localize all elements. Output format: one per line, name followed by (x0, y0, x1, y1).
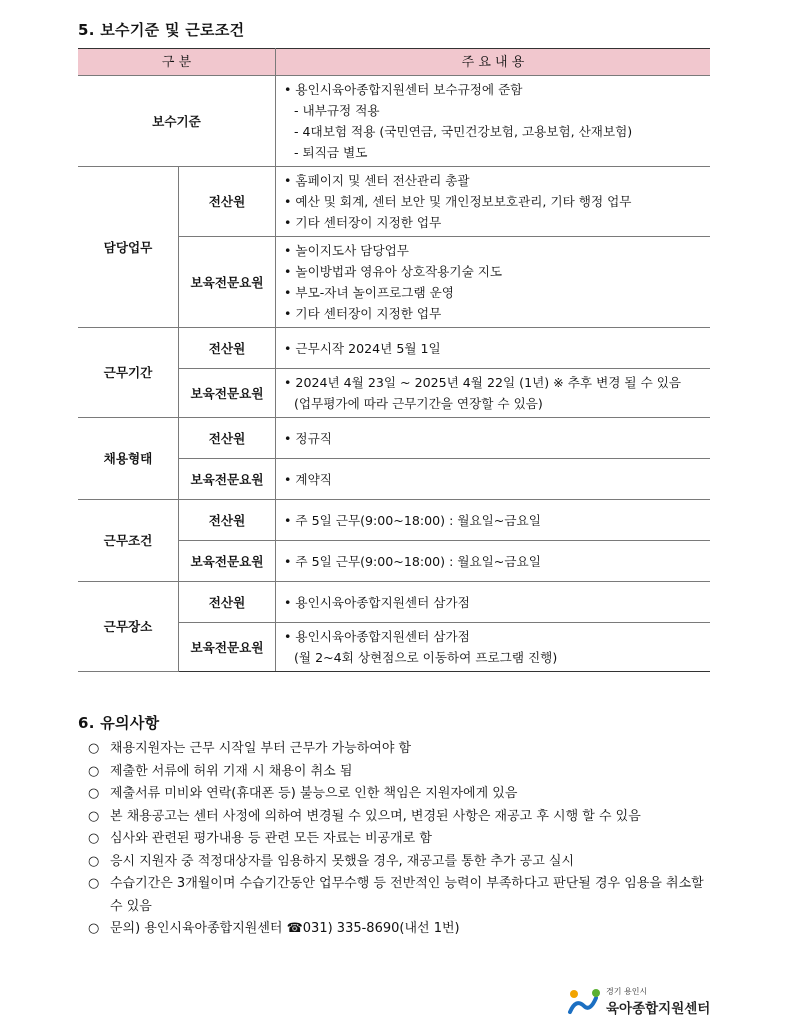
duty-care-content (276, 237, 711, 328)
duty-line: • 예산 및 회계, 센터 보안 및 개인정보보호관리, 기타 행정 업무 (284, 194, 632, 209)
period-care-content (276, 369, 711, 418)
pay-line: - 퇴직금 별도 (294, 145, 368, 160)
pay-line: - 4대보험 적용 (국민연금, 국민건강보험, 고용보험, 산재보험) (294, 124, 633, 139)
condition-line: • 주 5일 근무(9:00~18:00) : 월요일~금요일 (284, 553, 541, 569)
period-it-content (276, 328, 711, 369)
list-item (88, 828, 718, 851)
sub-label-care: 보육전문요원 (179, 623, 276, 672)
sub-label-it: 전산원 (179, 582, 276, 623)
notes-list (88, 738, 718, 941)
note-text: 심사와 관련된 평가내용 등 관련 모든 자료는 비공개로 함 (110, 831, 432, 846)
place-care-content (276, 623, 711, 672)
center-logo (566, 986, 711, 1020)
row-label-pay: 보수기준 (78, 76, 276, 167)
table-row-condition-it (78, 500, 710, 541)
pay-line: • 용인시육아종합지원센터 보수규정에 준함 (284, 82, 523, 97)
circle-marker-icon: ○ (88, 921, 100, 936)
circle-marker-icon: ○ (88, 853, 100, 869)
sub-label-care: 보육전문요원 (179, 369, 276, 418)
type-line: • 정규직 (284, 430, 332, 446)
circle-marker-icon: ○ (88, 741, 100, 756)
table-header-row (78, 49, 710, 76)
sub-label-it: 전산원 (179, 500, 276, 541)
table-row-duty-it (78, 167, 710, 237)
duty-it-content (276, 167, 711, 237)
place-line: • 용인시육아종합지원센터 삼가점 (284, 594, 470, 610)
type-line: • 계약직 (284, 471, 332, 487)
type-it-content (276, 418, 711, 459)
section-5-title: 5. 보수기준 및 근로조건 (78, 21, 245, 39)
note-text: 채용지원자는 근무 시작일 부터 근무가 가능하여야 함 (110, 741, 412, 756)
duty-line: • 놀이방법과 영유아 상호작용기술 지도 (284, 264, 503, 279)
sub-label-care: 보육전문요원 (179, 459, 276, 500)
duty-line: • 부모-자녀 놀이프로그램 운영 (284, 285, 454, 300)
period-line: (업무평가에 따라 근무기간을 연장할 수 있음) (294, 396, 543, 411)
header-content: 주 요 내 용 (276, 49, 711, 76)
list-item (88, 851, 718, 874)
sub-label-it: 전산원 (179, 418, 276, 459)
sub-label-care: 보육전문요원 (179, 237, 276, 328)
row-label-type: 채용형태 (78, 418, 179, 500)
circle-marker-icon: ○ (88, 763, 100, 779)
duty-line: • 기타 센터장이 지정한 업무 (284, 215, 442, 230)
row-label-place: 근무장소 (78, 582, 179, 672)
sub-label-care: 보육전문요원 (179, 541, 276, 582)
pay-conditions-table (78, 48, 710, 672)
logo-title: 육아종합지원센터 (606, 1001, 711, 1017)
period-line: • 2024년 4월 23일 ~ 2025년 4월 22일 (1년) ※ 추후 변경 될 수 있음 (284, 375, 682, 390)
list-item (88, 783, 718, 806)
pay-line: - 내부규정 적용 (294, 103, 380, 118)
condition-care-content (276, 541, 711, 582)
condition-it-content (276, 500, 711, 541)
row-label-duty: 담당업무 (78, 167, 179, 328)
list-item (88, 806, 718, 829)
sub-label-it: 전산원 (179, 328, 276, 369)
row-label-condition: 근무조건 (78, 500, 179, 582)
pay-content (276, 76, 711, 167)
type-care-content (276, 459, 711, 500)
circle-marker-icon: ○ (88, 876, 100, 891)
place-line: (월 2~4회 상현점으로 이동하여 프로그램 진행) (294, 650, 558, 665)
place-line: • 용인시육아종합지원센터 삼가점 (284, 629, 470, 644)
list-item (88, 761, 718, 784)
note-text: 수습기간은 3개월이며 수습기간동안 업무수행 등 전반적인 능력이 부족하다고 판단될 경우 임용을 취소할 수 있음 (110, 876, 704, 914)
table-row-type-it (78, 418, 710, 459)
note-text: 응시 지원자 중 적정대상자를 임용하지 못했을 경우, 재공고를 통한 추가 공고 실시 (110, 853, 575, 869)
list-item (88, 918, 718, 941)
note-text: 제출서류 미비와 연락(휴대폰 등) 불능으로 인한 책임은 지원자에게 있음 (110, 786, 518, 801)
table-row-period-it (78, 328, 710, 369)
table-row-pay (78, 76, 710, 167)
table-row-place-it (78, 582, 710, 623)
section-6-title: 6. 유의사항 (78, 714, 160, 732)
sub-label-it: 전산원 (179, 167, 276, 237)
circle-marker-icon: ○ (88, 831, 100, 846)
list-item (88, 738, 718, 761)
logo-subtitle: 경기 용인시 (606, 987, 648, 996)
note-text: 문의) 용인시육아종합지원센터 ☎031) 335-8690(내선 1번) (110, 921, 460, 936)
list-item (88, 873, 718, 918)
duty-line: • 홈페이지 및 센터 전산관리 총괄 (284, 173, 470, 188)
duty-line: • 놀이지도사 담당업무 (284, 243, 409, 258)
header-category: 구 분 (78, 49, 276, 76)
circle-marker-icon: ○ (88, 786, 100, 801)
condition-line: • 주 5일 근무(9:00~18:00) : 월요일~금요일 (284, 512, 541, 528)
row-label-period: 근무기간 (78, 328, 179, 418)
center-logo-icon (566, 986, 604, 1016)
note-text: 본 채용공고는 센터 사정에 의하여 변경될 수 있으며, 변경된 사항은 재공고 후 시행 할 수 있음 (110, 808, 641, 824)
duty-line: • 기타 센터장이 지정한 업무 (284, 306, 442, 321)
period-line: • 근무시작 2024년 5월 1일 (284, 340, 441, 356)
place-it-content (276, 582, 711, 623)
note-text: 제출한 서류에 허위 기재 시 채용이 취소 됨 (110, 763, 353, 779)
circle-marker-icon: ○ (88, 808, 100, 824)
